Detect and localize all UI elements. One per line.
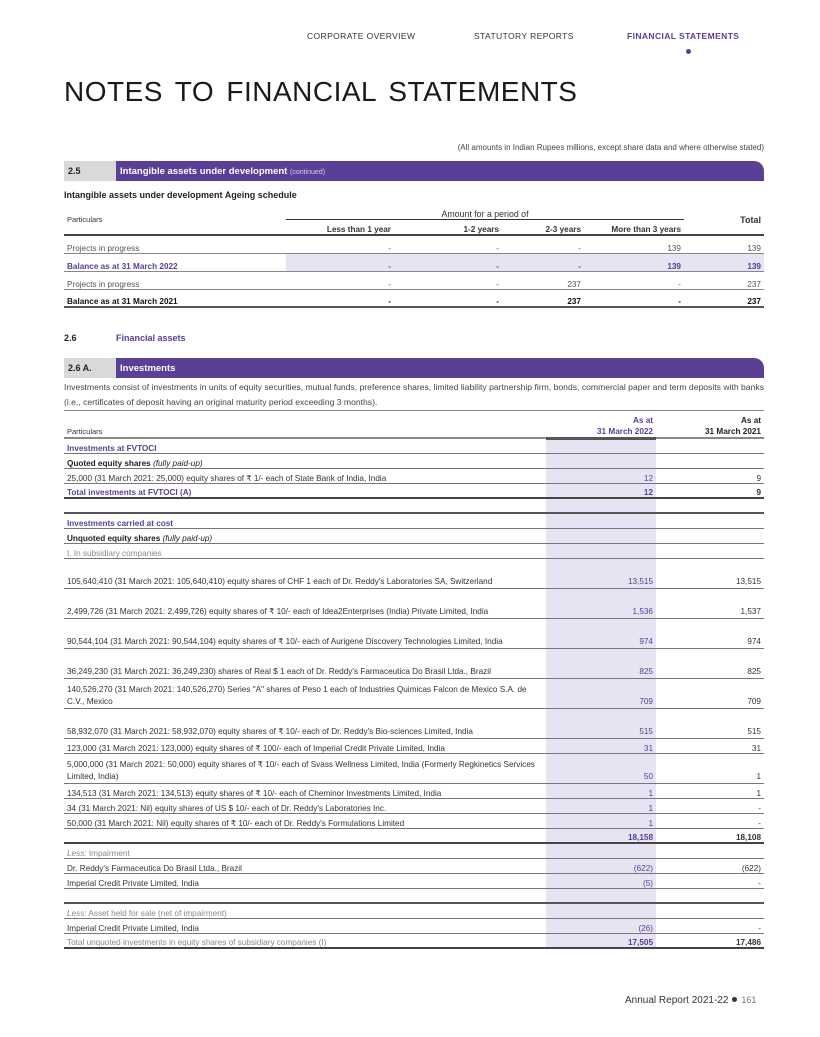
value-2021 bbox=[656, 498, 764, 513]
row-value: 139 bbox=[584, 235, 684, 253]
row-label bbox=[64, 648, 546, 678]
value-2022: (622) bbox=[546, 858, 656, 873]
label-text: 50,000 (31 March 2021: Nil) equity shares of ₹ 10/- each of Dr. Reddy's Formulations Limited bbox=[67, 818, 405, 828]
table-row bbox=[64, 798, 764, 813]
header-2022 bbox=[546, 412, 656, 438]
label-text: Total investments at FVTOCI (A) bbox=[67, 488, 192, 497]
page-title: NOTES TO FINANCIAL STATEMENTS bbox=[64, 76, 578, 107]
table-row bbox=[64, 528, 764, 543]
row-label bbox=[64, 918, 546, 933]
nav-financial-statements[interactable]: FINANCIAL STATEMENTS bbox=[627, 31, 740, 41]
row-value: - bbox=[584, 271, 684, 289]
value-2022: 825 bbox=[546, 648, 656, 678]
section-number: 2.5 bbox=[64, 161, 116, 181]
value-2022: 515 bbox=[546, 708, 656, 738]
table-row bbox=[64, 588, 764, 618]
value-2022 bbox=[546, 903, 656, 918]
table-row bbox=[64, 828, 764, 843]
value-2022: 1,536 bbox=[546, 588, 656, 618]
header-2021 bbox=[656, 412, 764, 438]
value-2022 bbox=[546, 543, 656, 558]
value-2022: 12 bbox=[546, 468, 656, 483]
header-2-3-years: 2-3 years bbox=[545, 225, 581, 234]
row-value: - bbox=[286, 253, 394, 271]
table-row bbox=[64, 873, 764, 888]
value-2022: (26) bbox=[546, 918, 656, 933]
value-2021: - bbox=[656, 798, 764, 813]
section-2-6 bbox=[64, 333, 186, 343]
value-2021: 1,537 bbox=[656, 588, 764, 618]
label-prefix: Less: bbox=[67, 908, 87, 918]
row-label bbox=[64, 543, 546, 558]
row-value: - bbox=[502, 235, 584, 253]
value-2021: 9 bbox=[656, 483, 764, 498]
row-label bbox=[64, 753, 546, 783]
label-text: Quoted equity shares bbox=[67, 458, 151, 468]
row-label bbox=[64, 843, 546, 858]
value-2022 bbox=[546, 453, 656, 468]
value-2022: 974 bbox=[546, 618, 656, 648]
row-label bbox=[64, 498, 546, 513]
table-row bbox=[64, 468, 764, 483]
label-text: 123,000 (31 March 2021: 123,000) equity shares of ₹ 100/- each of Imperial Credit Private Limited, India bbox=[67, 743, 445, 753]
row-label bbox=[64, 678, 546, 708]
value-2021: 974 bbox=[656, 618, 764, 648]
value-2021 bbox=[656, 438, 764, 453]
section-title-text: Intangible assets under development bbox=[120, 166, 288, 177]
row-label: Projects in progress bbox=[64, 271, 286, 289]
row-label bbox=[64, 873, 546, 888]
table-row bbox=[64, 648, 764, 678]
report-name: Annual Report 2021-22 bbox=[625, 995, 729, 1006]
label-text: Investments at FVTOCI bbox=[67, 443, 157, 453]
section-number: 2.6 bbox=[64, 333, 77, 343]
table-row bbox=[64, 558, 764, 588]
row-label: Balance as at 31 March 2021 bbox=[64, 289, 286, 307]
header-2022-line2: 31 March 2022 bbox=[597, 426, 653, 436]
row-label bbox=[64, 438, 546, 453]
row-value: 139 bbox=[684, 235, 764, 253]
value-2021: 17,486 bbox=[656, 933, 764, 948]
table-row bbox=[64, 271, 764, 289]
row-label bbox=[64, 783, 546, 798]
row-label bbox=[64, 558, 546, 588]
label-qualifier: (fully paid-up) bbox=[162, 533, 213, 543]
value-2022 bbox=[546, 498, 656, 513]
value-2022 bbox=[546, 513, 656, 528]
top-navigation bbox=[0, 31, 820, 61]
header-period-group: Amount for a period of bbox=[286, 205, 684, 219]
row-label bbox=[64, 618, 546, 648]
table-header-row bbox=[64, 205, 764, 219]
value-2021 bbox=[656, 543, 764, 558]
label-text: Investments carried at cost bbox=[67, 518, 174, 528]
row-label bbox=[64, 483, 546, 498]
value-2022: 50 bbox=[546, 753, 656, 783]
header-more-than-3-years: More than 3 years bbox=[611, 225, 681, 234]
table-row bbox=[64, 289, 764, 307]
header-particulars: Particulars bbox=[67, 215, 103, 224]
table-row bbox=[64, 483, 764, 498]
table-row bbox=[64, 618, 764, 648]
value-2022: 709 bbox=[546, 678, 656, 708]
section-title-suffix: (continued) bbox=[290, 169, 326, 176]
value-2021: - bbox=[656, 918, 764, 933]
separator-dot bbox=[732, 997, 737, 1002]
row-label bbox=[64, 813, 546, 828]
row-label bbox=[64, 738, 546, 753]
label-qualifier: (fully paid-up) bbox=[153, 458, 203, 468]
value-2021: 9 bbox=[656, 468, 764, 483]
label-text: 105,640,410 (31 March 2021: 105,640,410) equity shares of CHF 1 each of Dr. Reddy's Laboratories SA, Switzerland bbox=[67, 576, 493, 586]
header-2021-line1: As at bbox=[740, 416, 761, 425]
row-label bbox=[64, 588, 546, 618]
value-2022: 13,515 bbox=[546, 558, 656, 588]
table-row bbox=[64, 813, 764, 828]
label-prefix: Less: bbox=[67, 848, 87, 858]
row-value: - bbox=[394, 271, 502, 289]
value-2021: 31 bbox=[656, 738, 764, 753]
row-label: Balance as at 31 March 2022 bbox=[64, 253, 286, 271]
ageing-schedule-title: Intangible assets under development Ageing schedule bbox=[64, 190, 297, 200]
label-text: I. In subsidiary companies bbox=[67, 548, 162, 558]
header-2022-line1: As at bbox=[632, 415, 653, 425]
value-2021 bbox=[656, 888, 764, 903]
label-text: Asset held for sale (net of impairment) bbox=[88, 908, 227, 918]
table-row bbox=[64, 235, 764, 253]
value-2022: 12 bbox=[546, 483, 656, 498]
value-2022: 17,505 bbox=[546, 933, 656, 948]
value-2021: 18,108 bbox=[656, 828, 764, 843]
active-nav-indicator bbox=[686, 49, 691, 54]
row-value: - bbox=[394, 253, 502, 271]
label-text: 134,513 (31 March 2021: 134,513) equity shares of ₹ 10/- each of Cheminor Investments Limited, India bbox=[67, 788, 442, 798]
label-text: Dr. Reddy's Farmaceutica Do Brasil Ltda., Brazil bbox=[67, 863, 242, 873]
value-2021: 1 bbox=[656, 753, 764, 783]
row-label: Projects in progress bbox=[64, 235, 286, 253]
value-2022 bbox=[546, 438, 656, 453]
row-label bbox=[64, 798, 546, 813]
header-less-than-1-year: Less than 1 year bbox=[326, 225, 391, 234]
row-label bbox=[64, 513, 546, 528]
header-2021-line2: 31 March 2021 bbox=[705, 427, 761, 436]
row-label bbox=[64, 903, 546, 918]
row-value: - bbox=[584, 289, 684, 307]
row-value: - bbox=[286, 235, 394, 253]
value-2021: 1 bbox=[656, 783, 764, 798]
label-text: Total unquoted investments in equity shares of subsidiary companies (I) bbox=[67, 938, 327, 947]
table-row bbox=[64, 438, 764, 453]
row-label bbox=[64, 858, 546, 873]
label-text: 36,249,230 (31 March 2021: 36,249,230) shares of Real $ 1 each of Dr. Reddy's Farmaceutica Do Brasil Ltda., Brazil bbox=[67, 666, 491, 676]
table-row bbox=[64, 903, 764, 918]
amount-note: (All amounts in Indian Rupees millions, except share data and where otherwise stated) bbox=[457, 143, 764, 152]
label-text: Imperial Credit Private Limited, India bbox=[67, 923, 199, 933]
page-number: 161 bbox=[741, 995, 757, 1005]
row-value: 237 bbox=[684, 289, 764, 307]
value-2022: 1 bbox=[546, 813, 656, 828]
row-label bbox=[64, 888, 546, 903]
value-2022: 18,158 bbox=[546, 828, 656, 843]
label-text: 2,499,726 (31 March 2021: 2,499,726) equity shares of ₹ 10/- each of Idea2Enterprises (India) Private Limited, India bbox=[67, 606, 489, 616]
value-2022: (5) bbox=[546, 873, 656, 888]
row-label bbox=[64, 828, 546, 843]
value-2021 bbox=[656, 843, 764, 858]
row-value: 237 bbox=[684, 271, 764, 289]
table-header-row bbox=[64, 412, 764, 438]
nav-corporate-overview[interactable]: CORPORATE OVERVIEW bbox=[307, 31, 416, 41]
row-label bbox=[64, 468, 546, 483]
row-value: - bbox=[394, 235, 502, 253]
value-2021 bbox=[656, 453, 764, 468]
table-row bbox=[64, 678, 764, 708]
row-label bbox=[64, 933, 546, 948]
value-2021: 515 bbox=[656, 708, 764, 738]
label-text: 25,000 (31 March 2021: 25,000) equity shares of ₹ 1/- each of State Bank of India, India bbox=[67, 473, 387, 483]
label-text: 90,544,104 (31 March 2021: 90,544,104) equity shares of ₹ 10/- each of Aurigene Discovery Technologies Limited, India bbox=[67, 636, 503, 646]
section-header-2-5 bbox=[64, 161, 764, 181]
label-text: Impairment bbox=[88, 848, 130, 858]
table-row bbox=[64, 708, 764, 738]
value-2021: - bbox=[656, 813, 764, 828]
label-text: 140,526,270 (31 March 2021: 140,526,270) Series "A" shares of Peso 1 each of Industries Quimicas Falcon de Mexico S.A. de C.V., Mexico bbox=[67, 684, 527, 706]
value-2022 bbox=[546, 843, 656, 858]
label-text: Unquoted equity shares bbox=[67, 533, 161, 543]
value-2022 bbox=[546, 528, 656, 543]
row-value: 139 bbox=[584, 253, 684, 271]
investments-table bbox=[64, 412, 764, 949]
value-2022: 1 bbox=[546, 798, 656, 813]
table-row bbox=[64, 543, 764, 558]
nav-statutory-reports[interactable]: STATUTORY REPORTS bbox=[474, 31, 574, 41]
value-2021 bbox=[656, 513, 764, 528]
row-value: 139 bbox=[684, 253, 764, 271]
row-value: - bbox=[286, 271, 394, 289]
label-text: Imperial Credit Private Limited, India bbox=[67, 878, 199, 888]
value-2021: - bbox=[656, 873, 764, 888]
section-number: 2.6 A. bbox=[64, 358, 116, 378]
table-row bbox=[64, 453, 764, 468]
row-value: 237 bbox=[502, 271, 584, 289]
table-row bbox=[64, 933, 764, 948]
table-row bbox=[64, 513, 764, 528]
header-1-2-years: 1-2 years bbox=[463, 225, 499, 234]
row-value: - bbox=[502, 253, 584, 271]
value-2021 bbox=[656, 528, 764, 543]
header-total: Total bbox=[740, 214, 761, 225]
value-2021 bbox=[656, 903, 764, 918]
section-title: Investments bbox=[116, 358, 764, 378]
section-title: Financial assets bbox=[116, 333, 186, 343]
label-text: 34 (31 March 2021: Nil) equity shares of US $ 10/- each of Dr. Reddy's Laboratories Inc. bbox=[67, 803, 387, 813]
table-row bbox=[64, 498, 764, 513]
value-2021: 13,515 bbox=[656, 558, 764, 588]
value-2022: 31 bbox=[546, 738, 656, 753]
row-label bbox=[64, 528, 546, 543]
label-text: 5,000,000 (31 March 2021: 50,000) equity shares of ₹ 10/- each of Svass Wellness Limited, India (Formerly Regkinetics Services Limited, India) bbox=[67, 759, 535, 781]
row-value: - bbox=[394, 289, 502, 307]
value-2021: 709 bbox=[656, 678, 764, 708]
row-value: 237 bbox=[502, 289, 584, 307]
section-title bbox=[116, 161, 764, 181]
row-value: - bbox=[286, 289, 394, 307]
value-2022 bbox=[546, 888, 656, 903]
section-header-2-6a bbox=[64, 358, 764, 378]
table-row bbox=[64, 918, 764, 933]
table-row bbox=[64, 843, 764, 858]
label-text: 58,932,070 (31 March 2021: 58,932,070) equity shares of ₹ 10/- each of Dr. Reddy's Bio-sciences Limited, India bbox=[67, 726, 473, 736]
row-label bbox=[64, 453, 546, 468]
ageing-schedule-table bbox=[64, 205, 764, 308]
table-row bbox=[64, 888, 764, 903]
value-2022: 1 bbox=[546, 783, 656, 798]
row-label bbox=[64, 708, 546, 738]
page-footer bbox=[625, 995, 756, 1006]
investments-description: Investments consist of investments in units of equity securities, mutual funds, preference shares, limited liability partnership firm, bonds, commercial paper and term deposits with banks (i.e., certificates of deposit having an original maturity period exceeding 3 months). bbox=[64, 380, 764, 411]
value-2021: 825 bbox=[656, 648, 764, 678]
table-row bbox=[64, 783, 764, 798]
table-row bbox=[64, 253, 764, 271]
table-row bbox=[64, 858, 764, 873]
header-particulars: Particulars bbox=[64, 412, 546, 438]
table-row bbox=[64, 738, 764, 753]
value-2021: (622) bbox=[656, 858, 764, 873]
table-row bbox=[64, 753, 764, 783]
